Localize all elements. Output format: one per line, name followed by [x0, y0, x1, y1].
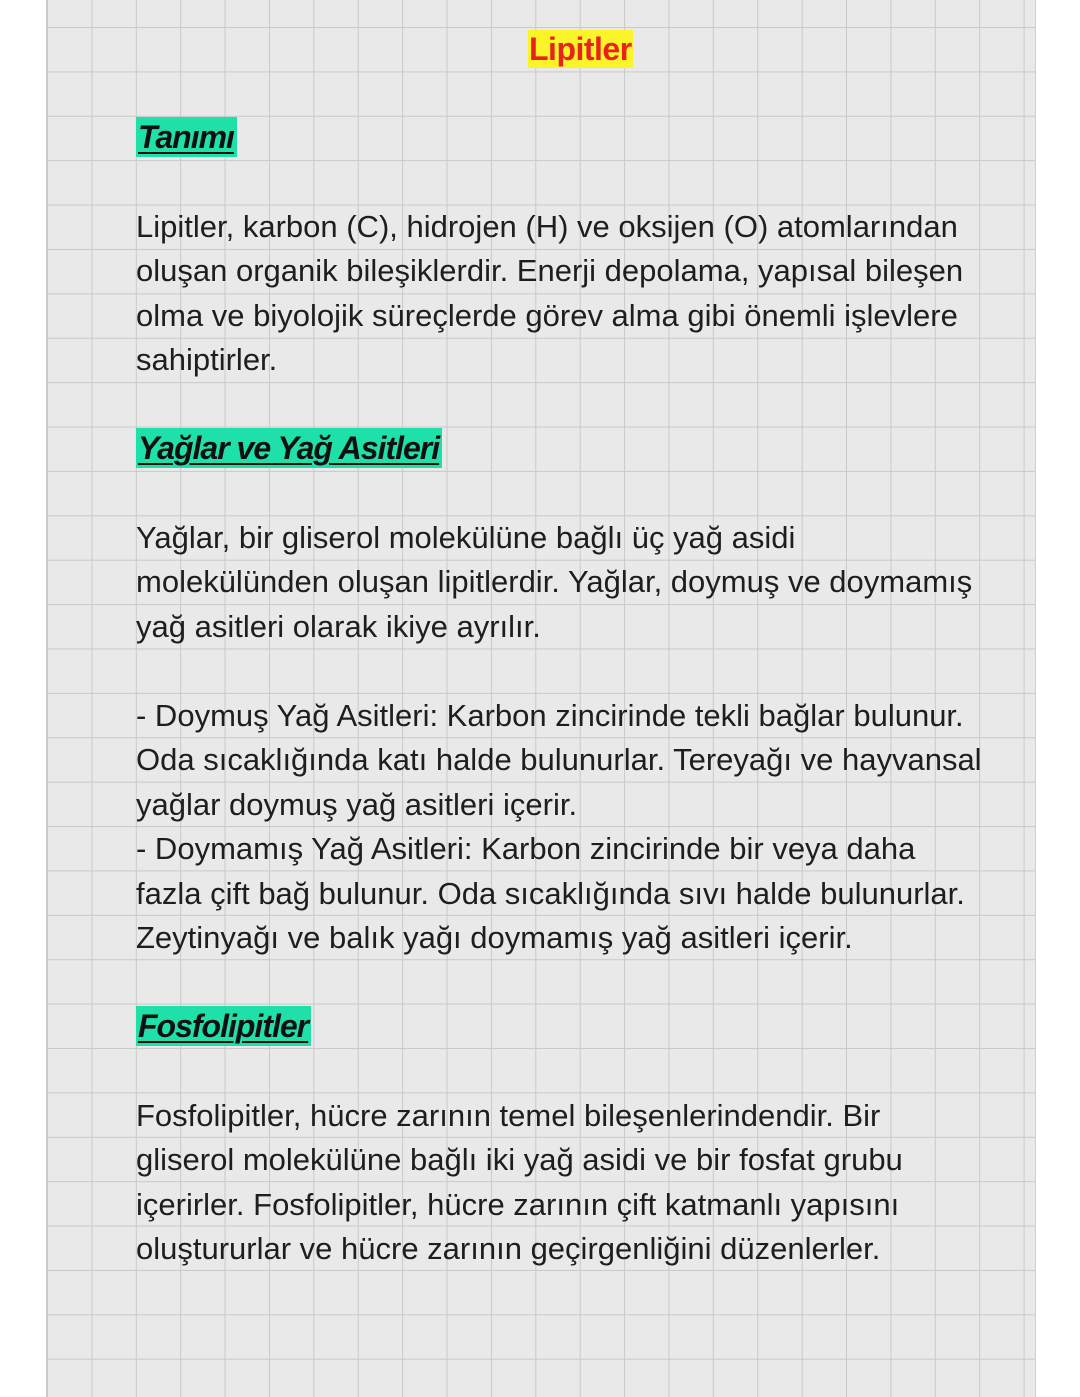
definition-paragraph: Lipitler, karbon (C), hidrojen (H) ve oksijen (O) atomlarından oluşan organik bileşiklerdir. Enerji depolama, yapısal bileşen olma ve biyolojik süreçlerde görev alma gibi önemli işlevlere sahiptirler.	[136, 209, 964, 378]
fatty-acids-list: - Doymuş Yağ Asitleri: Karbon zincirinde tekli bağlar bulunur. Oda sıcaklığında katı halde bulunurlar. Tereyağı ve hayvansal yağlar doymuş yağ asitleri içerir. - Doymamış Yağ Asitleri: Karbon zincirinde bir veya daha fazla çift bağ bulunur. Oda sıcaklığında sıvı halde bulunurlar. Zeytinyağı ve balık yağı doymamış yağ asitleri içerir.	[136, 698, 982, 956]
grid-paper-page	[46, 0, 1036, 1397]
section-heading-definition: Tanımı	[136, 117, 237, 157]
section-heading-fats: Yağlar ve Yağ Asitleri	[136, 428, 442, 468]
page-title: Lipitler	[529, 31, 632, 67]
fats-paragraph: Yağlar, bir gliserol molekülüne bağlı üç yağ asidi molekülünden oluşan lipitlerdir. Yağlar, doymuş ve doymamış yağ asitleri olarak ikiye ayrılır.	[136, 520, 973, 644]
phospholipids-paragraph: Fosfolipitler, hücre zarının temel bileşenlerindendir. Bir gliserol molekülüne bağlı iki yağ asidi ve bir fosfat grubu içerirler. Fosfolipitler, hücre zarının çift katmanlı yapısını oluştururlar ve hücre zarının geçirgenliğini düzenlerler.	[136, 1098, 903, 1267]
section-heading-phospholipids: Fosfolipitler	[136, 1006, 311, 1046]
